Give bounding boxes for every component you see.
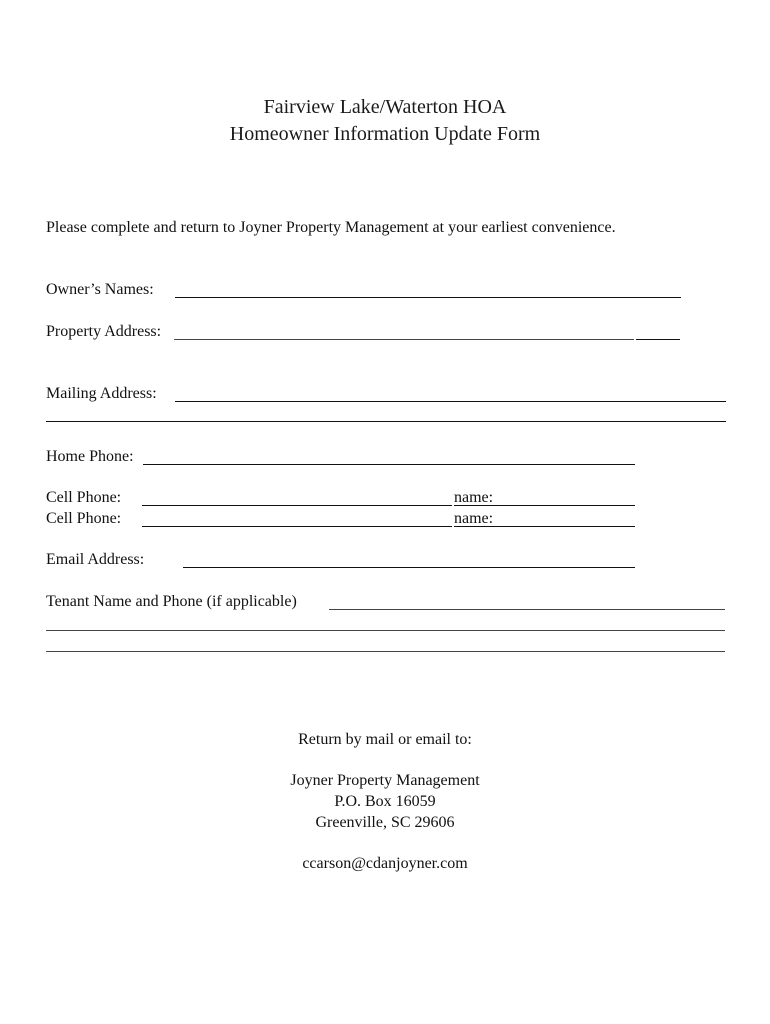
tenant-label: Tenant Name and Phone (if applicable) (46, 593, 297, 610)
cell-phone-1-field[interactable] (142, 505, 452, 506)
city-state-zip: Greenville, SC 29606 (315, 814, 455, 831)
mailing-address-field-line2[interactable] (46, 421, 726, 422)
property-address-field[interactable] (174, 339, 634, 340)
mailing-address-label: Mailing Address: (46, 385, 157, 402)
home-phone-label: Home Phone: (46, 448, 134, 465)
intro-text: Please complete and return to Joyner Property Management at your earliest convenience. (46, 219, 616, 236)
company-name: Joyner Property Management (290, 772, 480, 789)
form-title-line2: Homeowner Information Update Form (229, 123, 541, 145)
form-title-line1: Fairview Lake/Waterton HOA (263, 96, 507, 118)
cell-phone-2-name-field[interactable] (454, 526, 635, 527)
contact-email: ccarson@cdanjoyner.com (302, 855, 468, 872)
po-box: P.O. Box 16059 (334, 793, 436, 810)
email-address-label: Email Address: (46, 551, 145, 568)
owners-names-field[interactable] (175, 297, 681, 298)
cell-phone-1-name-label: name: (454, 489, 494, 506)
cell-phone-2-name-label: name: (454, 510, 494, 527)
owners-names-label: Owner’s Names: (46, 281, 154, 298)
cell-phone-1-label: Cell Phone: (46, 489, 122, 506)
email-address-field[interactable] (183, 567, 635, 568)
property-address-label: Property Address: (46, 323, 162, 340)
mailing-address-field-line1[interactable] (175, 401, 726, 402)
tenant-field-line2[interactable] (46, 630, 725, 631)
cell-phone-2-label: Cell Phone: (46, 510, 122, 527)
home-phone-field[interactable] (143, 464, 635, 465)
tenant-field-line1[interactable] (329, 609, 725, 610)
cell-phone-2-field[interactable] (142, 526, 452, 527)
tenant-field-line3[interactable] (46, 651, 725, 652)
cell-phone-1-name-field[interactable] (454, 505, 635, 506)
return-instructions: Return by mail or email to: (298, 731, 472, 748)
property-address-field-extra[interactable] (636, 339, 680, 340)
